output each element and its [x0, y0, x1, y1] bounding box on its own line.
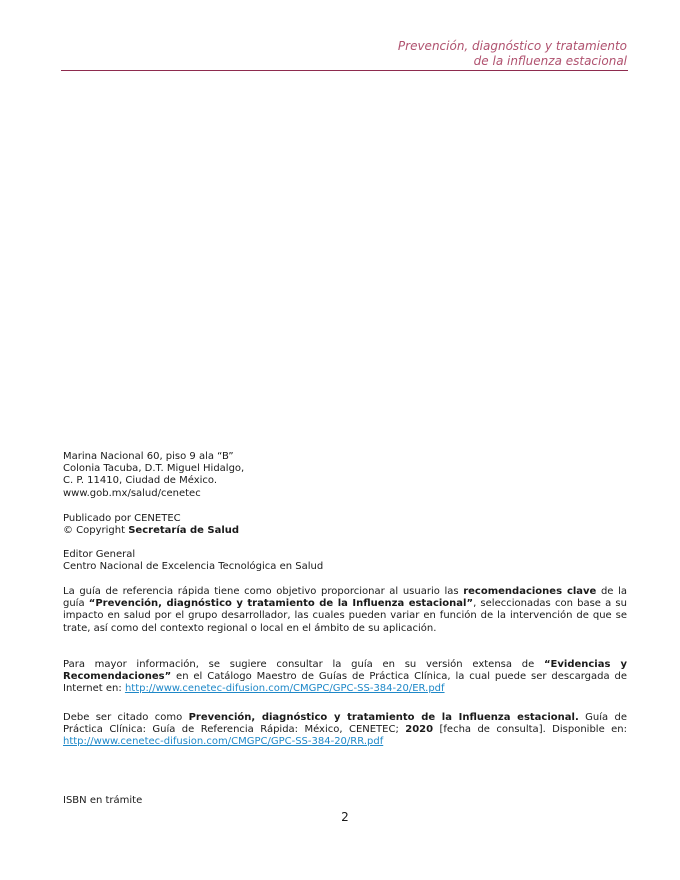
header-title-line-2: de la influenza estacional — [473, 54, 627, 68]
citation-bold-title: Prevención, diagnóstico y tratamiento de la Influenza estacional. — [188, 712, 579, 723]
purpose-bold-title: “Prevención, diagnóstico y tratamiento de la Influenza estacional” — [88, 598, 474, 610]
more-info-text: Para mayor información, se sugiere consultar la guía en su versión extensa de — [63, 659, 544, 670]
copyright-holder: Secretaría de Salud — [128, 525, 240, 537]
address-website: www.gob.mx/salud/cenetec — [63, 487, 201, 499]
citation-text: [fecha de consulta]. Disponible en: — [433, 724, 627, 736]
header-title-line-1: Prevención, diagnóstico y tratamiento — [397, 39, 627, 53]
editor-label: Editor General — [63, 549, 136, 560]
publisher-block — [63, 513, 627, 537]
page-number: 2 — [341, 810, 349, 824]
more-info-paragraph — [63, 659, 627, 696]
purpose-paragraph — [63, 586, 627, 635]
citation-text: Debe ser citado como — [63, 712, 189, 723]
copyright-prefix: © Copyright — [63, 525, 129, 537]
quick-reference-pdf-link[interactable]: http://www.cenetec-difusion.com/CMGPC/GPC-SS-384-20/RR.pdf — [63, 736, 384, 748]
published-by: Publicado por CENETEC — [63, 513, 181, 524]
isbn-line: ISBN en trámite — [63, 795, 143, 806]
address-block — [63, 451, 627, 500]
purpose-text: , seleccionadas con base a su impacto en salud por el grupo desarrollador, las cuales pueden variar en función de la intervención de que se trate, así como del contexto regional o local en el ámbito de su aplicación. — [63, 598, 627, 634]
running-header — [398, 39, 627, 69]
citation-text: Guía de Práctica Clínica: Guía de Referencia Rápida: México, CENETEC; — [63, 712, 627, 736]
address-line: C. P. 11410, Ciudad de México. — [63, 475, 218, 487]
address-line: Colonia Tacuba, D.T. Miguel Hidalgo, — [63, 463, 245, 475]
purpose-bold-key: recomendaciones clave — [463, 586, 597, 597]
purpose-text: La guía de referencia rápida tiene como objetivo proporcionar al usuario las — [63, 586, 464, 597]
more-info-bold: “Evidencias y Recomendaciones” — [63, 659, 627, 683]
citation-year: 2020 — [405, 724, 434, 736]
address-line: Marina Nacional 60, piso 9 ala “B” — [63, 451, 234, 462]
more-info-text: en el Catálogo Maestro de Guías de Práctica Clínica, la cual puede ser descargada de Internet en: — [63, 671, 627, 695]
header-divider — [61, 70, 628, 71]
citation-paragraph — [63, 712, 627, 749]
editor-block — [63, 549, 627, 573]
copyright-line — [63, 525, 627, 537]
editor-name: Centro Nacional de Excelencia Tecnológica en Salud — [63, 561, 324, 573]
purpose-text: de la guía — [63, 586, 627, 610]
evidence-pdf-link[interactable]: http://www.cenetec-difusion.com/CMGPC/GPC-SS-384-20/ER.pdf — [124, 683, 445, 695]
